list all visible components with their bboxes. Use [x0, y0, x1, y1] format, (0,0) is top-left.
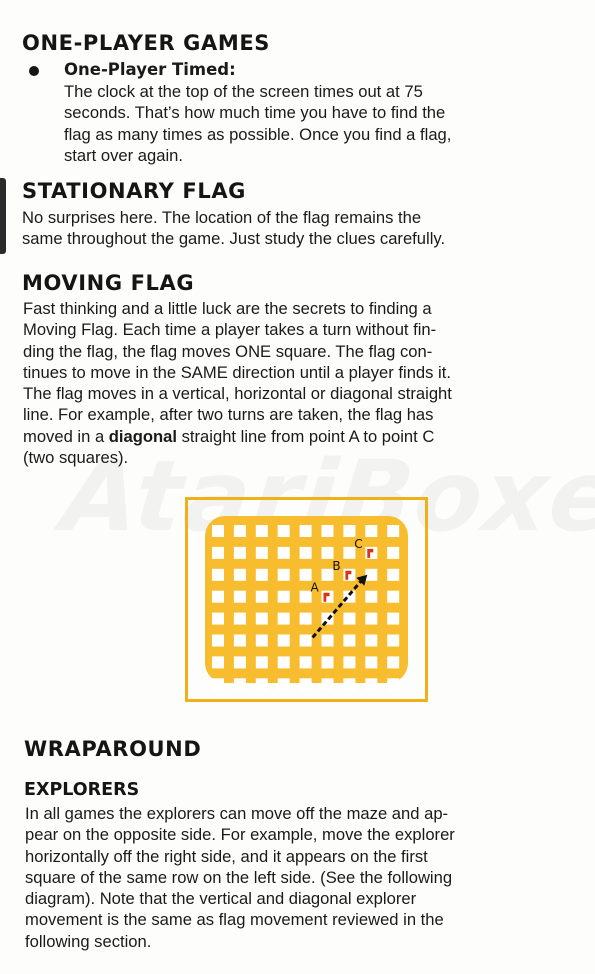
grid-square	[387, 591, 399, 603]
text-line: following section.	[25, 931, 152, 951]
grid-square	[322, 525, 334, 537]
text-line: seconds. That’s how much time you have to find the	[64, 103, 446, 123]
grid-square	[212, 547, 224, 559]
label-b: B	[332, 558, 341, 573]
text-line: movement is the same as flag movement reviewed in the	[25, 910, 444, 930]
grid-square	[212, 635, 224, 647]
text-line: (two squares).	[23, 448, 129, 468]
emphasis-diagonal: diagonal	[108, 426, 178, 446]
moving-flag-text	[23, 298, 452, 468]
explorers-text	[25, 803, 455, 952]
text-line: diagram). Note that the vertical and diagonal explorer	[25, 889, 417, 909]
grid-square	[278, 635, 290, 647]
text-line: pear on the opposite side. For example, move the explorer	[25, 825, 455, 845]
text-line: line. For example, after two turns are taken, the flag has	[23, 405, 434, 425]
text-line: Fast thinking and a little luck are the secrets to finding a	[23, 299, 432, 318]
grid-square	[234, 591, 246, 603]
grid-square	[234, 525, 246, 537]
text-line: square of the same row on the left side. (See the following	[25, 867, 453, 887]
text-line: same throughout the game. Just study the clues carefully.	[22, 229, 446, 249]
heading-moving-flag: MOVING FLAG	[22, 271, 195, 295]
grid-square	[365, 591, 377, 603]
grid-square	[365, 656, 377, 668]
text-line	[23, 426, 452, 447]
one-player-timed-text	[64, 81, 451, 166]
grid-square	[278, 678, 290, 690]
grid-square	[387, 635, 399, 647]
grid-square	[300, 635, 312, 647]
grid-square	[234, 569, 246, 581]
grid-square	[234, 635, 246, 647]
grid-square	[387, 656, 399, 668]
grid-square	[256, 656, 268, 668]
grid-square	[343, 678, 355, 690]
grid-square	[256, 678, 268, 690]
grid-square	[343, 656, 355, 668]
grid-square	[343, 613, 355, 625]
grid-square	[278, 656, 290, 668]
text-line: flag as many times as possible. Once you find a flag,	[64, 124, 452, 144]
grid-square	[256, 635, 268, 647]
grid-square	[365, 547, 377, 559]
grid-square	[365, 613, 377, 625]
grid-square	[278, 591, 290, 603]
subheading-explorers: EXPLORERS	[24, 780, 140, 800]
text-line: No surprises here. The location of the flag remains the	[22, 208, 422, 227]
grid-square	[322, 656, 334, 668]
grid-square	[300, 569, 312, 581]
text-line: In all games the explorers can move off the maze and ap-	[25, 804, 449, 823]
grid-square	[300, 547, 312, 559]
text-line: tinues to move in the SAME direction until a player finds it.	[23, 362, 451, 382]
text-line: The clock at the top of the screen times out at 75	[64, 82, 423, 101]
grid-square	[322, 591, 334, 603]
grid-square	[234, 613, 246, 625]
text-line: Moving Flag. Each time a player takes a turn without fin-	[23, 320, 437, 340]
grid-square	[278, 547, 290, 559]
grid-square	[256, 591, 268, 603]
grid-square	[387, 613, 399, 625]
grid-square	[212, 591, 224, 603]
grid-square	[365, 525, 377, 537]
label-a: A	[310, 580, 319, 595]
text-line: start over again.	[64, 145, 183, 165]
grid-square	[212, 525, 224, 537]
grid-square	[212, 613, 224, 625]
stationary-flag-text	[22, 207, 445, 250]
grid-square	[256, 547, 268, 559]
grid-square	[322, 635, 334, 647]
grid-square	[234, 656, 246, 668]
text-line: The flag moves in a vertical, horizontal or diagonal straight	[23, 384, 452, 404]
heading-one-player-games: ONE-PLAYER GAMES	[22, 31, 270, 55]
grid-square	[365, 569, 377, 581]
grid-square	[212, 569, 224, 581]
grid-square	[256, 569, 268, 581]
grid-square	[300, 613, 312, 625]
grid-square	[300, 656, 312, 668]
grid-square	[256, 613, 268, 625]
grid-square	[212, 678, 224, 690]
grid-square	[300, 525, 312, 537]
grid-square	[278, 613, 290, 625]
heading-stationary-flag: STATIONARY FLAG	[22, 179, 247, 203]
text-line: horizontally off the right side, and it appears on the first	[25, 846, 428, 866]
grid-square	[387, 678, 399, 690]
moving-flag-diagram	[185, 497, 428, 702]
grid-square	[278, 525, 290, 537]
grid-square	[343, 635, 355, 647]
grid-square	[300, 678, 312, 690]
label-c: C	[354, 536, 363, 551]
grid-square	[365, 678, 377, 690]
grid-square	[387, 525, 399, 537]
grid-square	[387, 547, 399, 559]
grid-square	[322, 678, 334, 690]
grid-square	[343, 569, 355, 581]
page-binding-edge	[0, 178, 6, 254]
bullet-icon	[29, 66, 39, 76]
subheading-one-player-timed: One-Player Timed:	[64, 60, 236, 79]
text-fragment: moved in a	[23, 426, 109, 446]
text-fragment: straight line from point A to point C	[177, 426, 435, 446]
grid-square	[343, 525, 355, 537]
heading-wraparound: WRAPAROUND	[24, 737, 202, 761]
grid-square	[212, 656, 224, 668]
text-line: ding the flag, the flag moves ONE square. The flag con-	[23, 341, 433, 361]
grid-square	[278, 569, 290, 581]
grid-square	[234, 547, 246, 559]
grid-square	[387, 569, 399, 581]
grid-square	[365, 635, 377, 647]
grid-square	[256, 525, 268, 537]
grid-square	[322, 547, 334, 559]
grid-square	[234, 678, 246, 690]
